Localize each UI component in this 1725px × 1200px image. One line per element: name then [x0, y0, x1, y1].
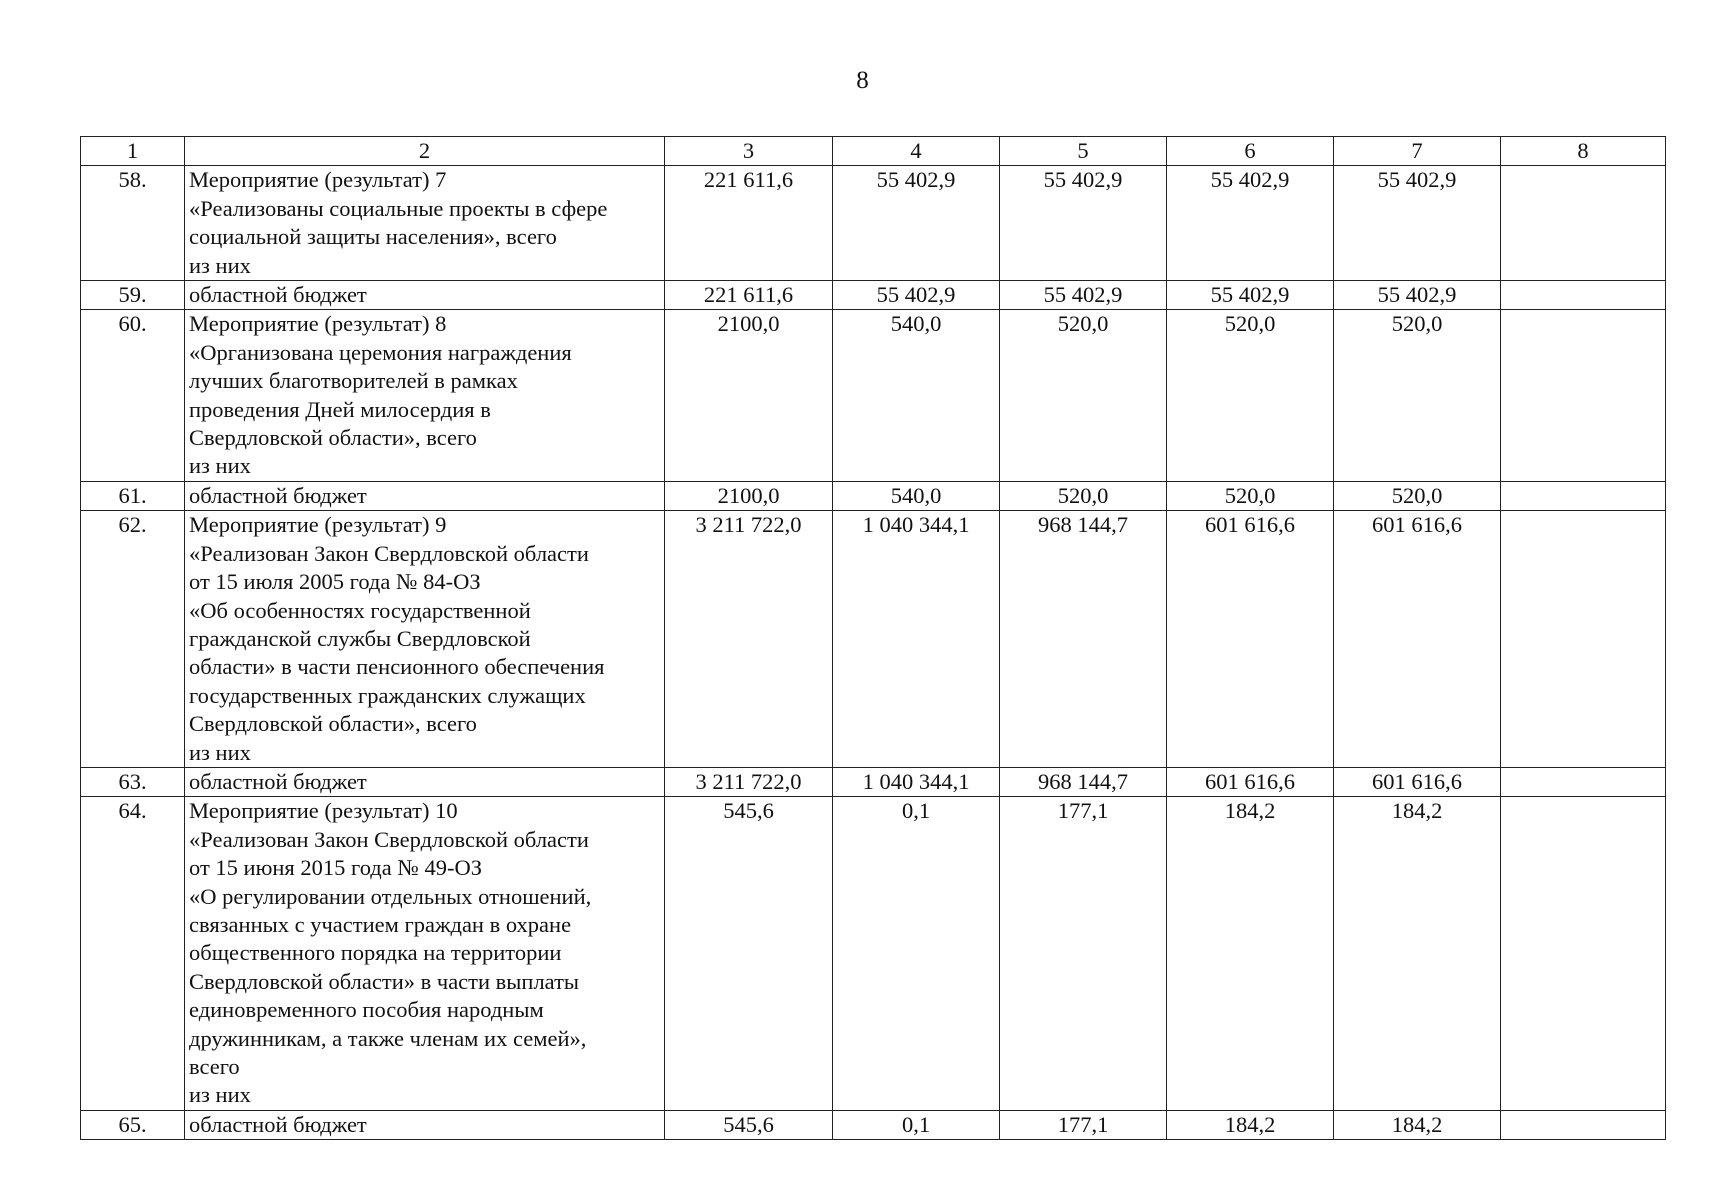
row-number: 64. — [81, 797, 185, 1110]
value-cell-c3: 545,6 — [665, 1110, 833, 1139]
value-cell-c6: 184,2 — [1167, 1110, 1334, 1139]
value-cell-c5: 177,1 — [1000, 797, 1167, 1110]
header-cell: 8 — [1501, 137, 1666, 166]
description-line: Свердловской области» в части выплаты — [189, 968, 580, 994]
header-cell: 6 — [1167, 137, 1334, 166]
value-cell-c4: 1 040 344,1 — [833, 511, 1000, 768]
value-cell-c8 — [1501, 511, 1666, 768]
row-description — [185, 310, 665, 481]
value-cell-c3: 2100,0 — [665, 481, 833, 510]
description-line: государственных гражданских служащих — [189, 682, 586, 708]
value-cell-c6: 520,0 — [1167, 481, 1334, 510]
description-line: Мероприятие (результат) 10 — [189, 798, 458, 824]
description-line: Мероприятие (результат) 9 — [189, 512, 447, 538]
description-line: из них — [189, 453, 251, 479]
row-description — [185, 511, 665, 768]
value-cell-c3: 3 211 722,0 — [665, 767, 833, 796]
description-line: Мероприятие (результат) 7 — [189, 167, 447, 193]
header-cell: 4 — [833, 137, 1000, 166]
table-row — [81, 511, 1666, 768]
value-cell-c3: 545,6 — [665, 797, 833, 1110]
table-row — [81, 166, 1666, 281]
row-description — [185, 481, 665, 510]
page-number: 8 — [856, 67, 869, 94]
description-line: связанных с участием граждан в охране — [189, 911, 572, 937]
value-cell-c6: 601 616,6 — [1167, 767, 1334, 796]
value-cell-c8 — [1501, 767, 1666, 796]
value-cell-c6: 601 616,6 — [1167, 511, 1334, 768]
value-cell-c4: 0,1 — [833, 797, 1000, 1110]
row-description — [185, 1110, 665, 1139]
description-line: из них — [189, 252, 251, 278]
value-cell-c7: 184,2 — [1334, 797, 1501, 1110]
value-cell-c7: 55 402,9 — [1334, 166, 1501, 281]
description-line: «Реализован Закон Свердловской области — [189, 826, 589, 852]
value-cell-c7: 601 616,6 — [1334, 511, 1501, 768]
value-cell-c5: 520,0 — [1000, 481, 1167, 510]
value-cell-c8 — [1501, 1110, 1666, 1139]
table-row — [81, 281, 1666, 310]
description-line: Свердловской области», всего — [189, 711, 477, 737]
description-line: социальной защиты населения», всего — [189, 224, 557, 250]
value-cell-c4: 540,0 — [833, 481, 1000, 510]
row-description — [185, 281, 665, 310]
description-line: Свердловской области», всего — [189, 425, 477, 451]
value-cell-c8 — [1501, 481, 1666, 510]
value-cell-c7: 520,0 — [1334, 481, 1501, 510]
description-line: лучших благотворителей в рамках — [189, 368, 518, 394]
description-line: «Реализован Закон Свердловской области — [189, 540, 589, 566]
description-line: областной бюджет — [189, 1111, 367, 1137]
value-cell-c4: 0,1 — [833, 1110, 1000, 1139]
description-line: области» в части пенсионного обеспечения — [189, 654, 605, 680]
table-row — [81, 1110, 1666, 1139]
header-row — [81, 137, 1666, 166]
value-cell-c3: 221 611,6 — [665, 281, 833, 310]
value-cell-c7: 601 616,6 — [1334, 767, 1501, 796]
value-cell-c6: 520,0 — [1167, 310, 1334, 481]
description-line: гражданской службы Свердловской — [189, 625, 531, 651]
value-cell-c3: 3 211 722,0 — [665, 511, 833, 768]
description-line: от 15 июня 2015 года № 49-ОЗ — [189, 855, 482, 881]
row-number: 59. — [81, 281, 185, 310]
description-line: областной бюджет — [189, 768, 367, 794]
value-cell-c4: 55 402,9 — [833, 166, 1000, 281]
row-description — [185, 166, 665, 281]
row-number: 60. — [81, 310, 185, 481]
value-cell-c5: 968 144,7 — [1000, 767, 1167, 796]
table-row — [81, 481, 1666, 510]
header-cell: 2 — [185, 137, 665, 166]
description-line: от 15 июля 2005 года № 84-ОЗ — [189, 569, 481, 595]
table-row — [81, 767, 1666, 796]
value-cell-c3: 2100,0 — [665, 310, 833, 481]
table-row — [81, 797, 1666, 1110]
value-cell-c6: 184,2 — [1167, 797, 1334, 1110]
description-line: из них — [189, 1082, 251, 1108]
value-cell-c5: 55 402,9 — [1000, 166, 1167, 281]
description-line: «Организована церемония награждения — [189, 339, 572, 365]
description-line: Мероприятие (результат) 8 — [189, 311, 447, 337]
value-cell-c5: 55 402,9 — [1000, 281, 1167, 310]
value-cell-c6: 55 402,9 — [1167, 166, 1334, 281]
description-line: областной бюджет — [189, 282, 367, 308]
description-line: дружинникам, а также членам их семей», — [189, 1025, 587, 1051]
table-row — [81, 310, 1666, 481]
description-line: единовременного пособия народным — [189, 997, 544, 1023]
value-cell-c4: 540,0 — [833, 310, 1000, 481]
row-number: 65. — [81, 1110, 185, 1139]
description-line: проведения Дней милосердия в — [189, 396, 491, 422]
value-cell-c7: 520,0 — [1334, 310, 1501, 481]
row-number: 58. — [81, 166, 185, 281]
value-cell-c4: 1 040 344,1 — [833, 767, 1000, 796]
value-cell-c8 — [1501, 797, 1666, 1110]
value-cell-c7: 184,2 — [1334, 1110, 1501, 1139]
description-line: из них — [189, 739, 251, 765]
value-cell-c3: 221 611,6 — [665, 166, 833, 281]
row-number: 61. — [81, 481, 185, 510]
value-cell-c6: 55 402,9 — [1167, 281, 1334, 310]
value-cell-c4: 55 402,9 — [833, 281, 1000, 310]
budget-table — [80, 136, 1666, 1140]
row-number: 63. — [81, 767, 185, 796]
value-cell-c8 — [1501, 310, 1666, 481]
value-cell-c7: 55 402,9 — [1334, 281, 1501, 310]
description-line: общественного порядка на территории — [189, 940, 562, 966]
description-line: «О регулировании отдельных отношений, — [189, 883, 592, 909]
value-cell-c5: 177,1 — [1000, 1110, 1167, 1139]
header-cell: 5 — [1000, 137, 1167, 166]
header-cell: 3 — [665, 137, 833, 166]
description-line: всего — [189, 1054, 240, 1079]
value-cell-c5: 968 144,7 — [1000, 511, 1167, 768]
description-line: «Об особенностях государственной — [189, 597, 531, 623]
table-body — [81, 137, 1666, 1140]
header-cell: 7 — [1334, 137, 1501, 166]
value-cell-c8 — [1501, 281, 1666, 310]
row-description — [185, 797, 665, 1110]
row-number: 62. — [81, 511, 185, 768]
row-description — [185, 767, 665, 796]
header-cell: 1 — [81, 137, 185, 166]
value-cell-c5: 520,0 — [1000, 310, 1167, 481]
description-line: областной бюджет — [189, 482, 367, 508]
value-cell-c8 — [1501, 166, 1666, 281]
description-line: «Реализованы социальные проекты в сфере — [189, 195, 608, 221]
